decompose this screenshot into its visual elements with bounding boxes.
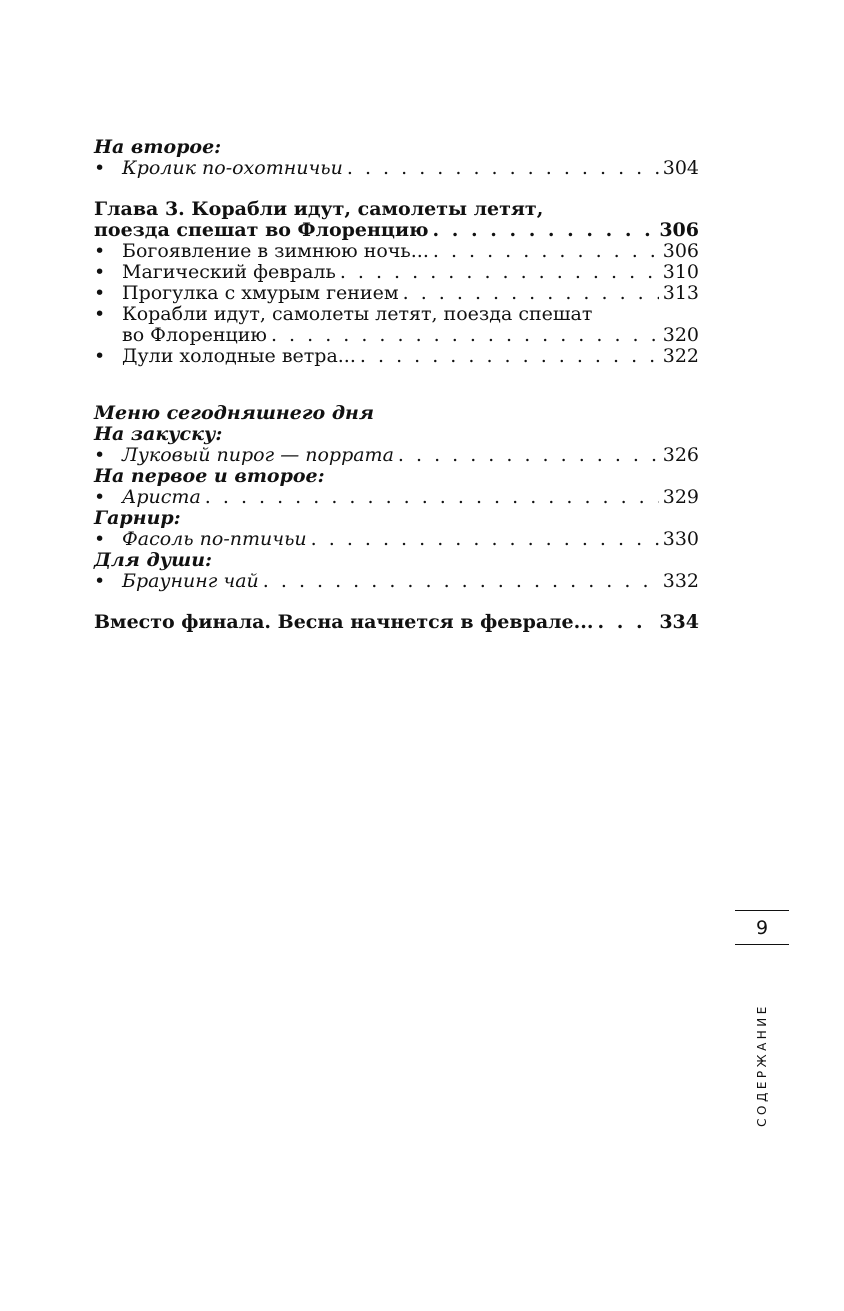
entry-title: Прогулка с хмурым гением — [122, 282, 399, 304]
section-heading: Для души: — [94, 549, 213, 571]
toc-entry — [94, 571, 699, 592]
dot-leader — [347, 158, 659, 179]
toc-entry — [94, 529, 699, 550]
toc-entry — [94, 487, 699, 508]
section-heading: На закуску: — [94, 423, 223, 445]
dot-leader — [433, 241, 659, 262]
page-number: 306 — [659, 219, 699, 241]
section-heading: Гарнир: — [94, 507, 181, 529]
page-number: 329 — [662, 486, 699, 508]
section-heading: На первое и второе: — [94, 465, 325, 487]
dot-leader — [263, 571, 659, 592]
entry-title: Браунинг чай — [122, 570, 259, 592]
page-number: 326 — [662, 444, 699, 466]
entry-title: Фасоль по-птичьи — [122, 528, 307, 550]
toc-entry — [94, 158, 699, 179]
bullet: • — [94, 240, 106, 262]
entry-title: Кролик по-охотничьи — [122, 157, 343, 179]
page-number: 310 — [662, 261, 699, 283]
bullet: • — [94, 282, 106, 304]
page-number: 334 — [659, 611, 699, 633]
toc-entry — [94, 262, 699, 283]
dot-leader — [311, 529, 659, 550]
entry-title: Луковый пирог — поррата — [122, 444, 394, 466]
dot-leader — [403, 283, 659, 304]
entry-title: Корабли идут, самолеты летят, поезда спешат — [122, 303, 593, 325]
bullet: • — [94, 570, 106, 592]
folio-rule-bottom — [735, 944, 789, 945]
bullet: • — [94, 486, 106, 508]
page-number: 306 — [662, 240, 699, 262]
bullet: • — [94, 157, 106, 179]
toc-entry-continued — [94, 325, 699, 346]
entry-title: Богоявление в зимнюю ночь... — [122, 240, 429, 262]
bullet: • — [94, 303, 106, 325]
final-entry-title: Вместо финала. Весна начнется в феврале... — [94, 611, 594, 633]
page-number: 304 — [662, 157, 699, 179]
entry-title-continued: во Флоренцию — [122, 324, 267, 346]
toc-entry — [94, 283, 699, 304]
menu-heading: Меню сегодняшнего дня — [94, 402, 375, 424]
bullet: • — [94, 528, 106, 550]
final-entry — [94, 612, 699, 633]
dot-leader — [598, 612, 656, 633]
dot-leader — [433, 220, 656, 241]
page-folio: 9 — [755, 917, 769, 939]
page-number: 332 — [662, 570, 699, 592]
dot-leader — [340, 262, 659, 283]
chapter-title: Глава 3. Корабли идут, самолеты летят, — [94, 198, 544, 220]
toc-entry — [94, 346, 699, 367]
page-number: 313 — [662, 282, 699, 304]
toc-entry — [94, 445, 699, 466]
running-head: СОДЕРЖАНИЕ — [755, 1003, 769, 1127]
toc-entry — [94, 241, 699, 262]
entry-title: Ариста — [122, 486, 201, 508]
entry-title: Дули холодные ветра... — [122, 345, 356, 367]
page-number: 330 — [662, 528, 699, 550]
table-of-contents — [94, 137, 699, 633]
page-number: 322 — [662, 345, 699, 367]
dot-leader — [205, 487, 659, 508]
dot-leader — [360, 346, 659, 367]
bullet: • — [94, 345, 106, 367]
folio-rule-top — [735, 910, 789, 911]
page-number: 320 — [662, 324, 699, 346]
section-heading: На второе: — [94, 136, 222, 158]
toc-entry-multiline — [94, 304, 699, 325]
dot-leader — [271, 325, 659, 346]
chapter-title-line — [94, 220, 699, 241]
entry-title: Магический февраль — [122, 261, 336, 283]
bullet: • — [94, 444, 106, 466]
bullet: • — [94, 261, 106, 283]
chapter-title-continued: поезда спешат во Флоренцию — [94, 219, 429, 241]
dot-leader — [398, 445, 659, 466]
